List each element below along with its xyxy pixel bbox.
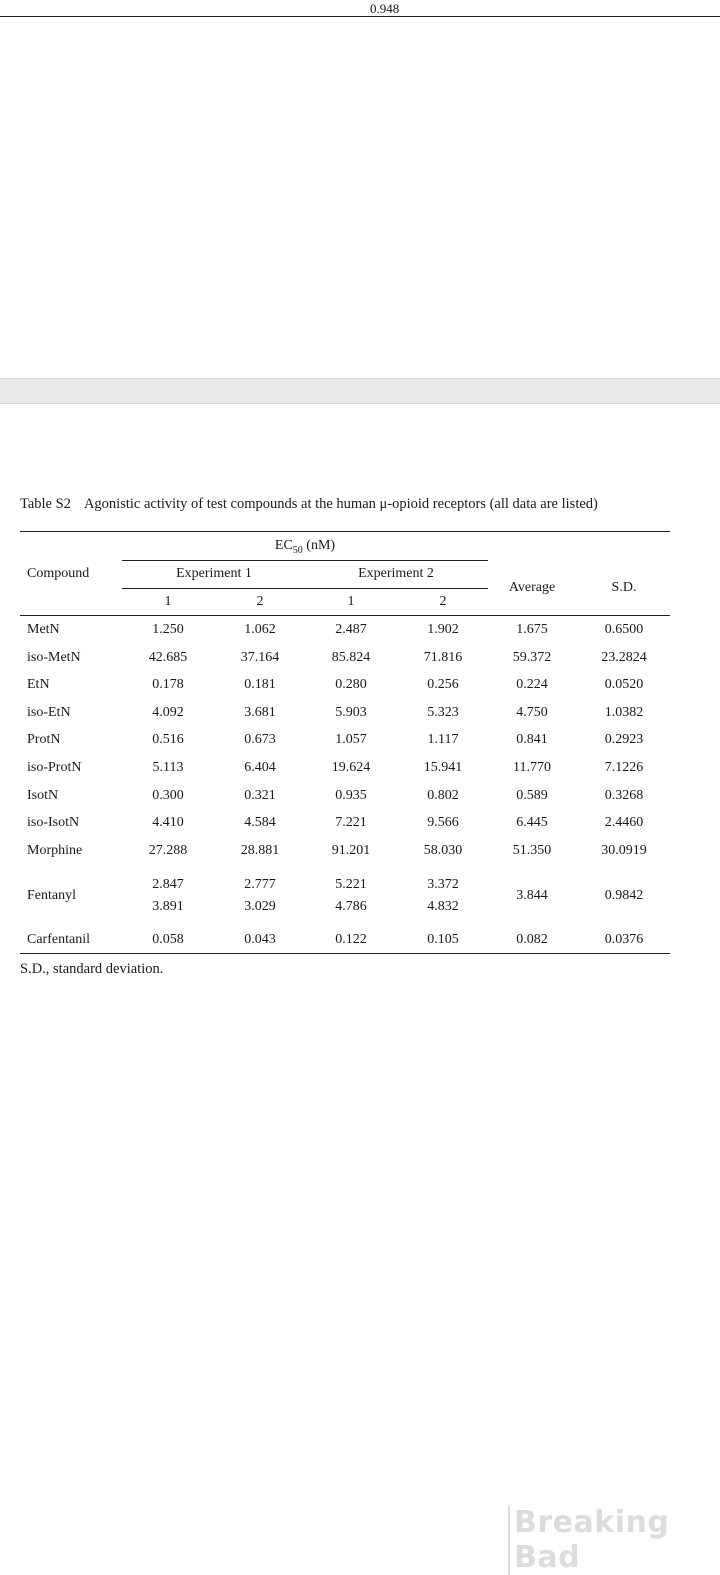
col-e1-run2-header: 2 [256,594,264,609]
col-experiment-1-header: Experiment 1 [176,566,252,581]
cell-sd: 0.0520 [604,677,644,692]
cell-e2-1: 7.221 [335,815,367,830]
table-caption-text: Agonistic activity of test compounds at the human μ-opioid receptors (all data are listed) [83,496,598,512]
col-e2-run1-header: 1 [347,594,355,609]
cell-average: 59.372 [512,650,552,665]
page-separator [0,378,720,404]
cell-e1-2: 3.681 [244,705,276,720]
cell-e2-2: 0.256 [427,677,459,692]
cell-e2-1: 2.487 [335,622,367,637]
cell-sd: 30.0919 [601,843,647,858]
compound-name: MetN [27,622,60,637]
cell-e1-2: 0.321 [244,788,276,803]
ec50-label: EC [274,538,293,553]
experiment-2-underline [305,588,488,589]
cell-e1-1: 27.288 [148,843,188,858]
cell-e2-2: 71.816 [423,650,463,665]
cell-e2-2: 9.566 [427,815,459,830]
cell-e2-1: 85.824 [331,650,371,665]
cell-e2-2: 4.832 [427,899,459,914]
cell-e2-1: 5.221 [335,877,367,892]
cell-average: 1.675 [516,622,548,637]
col-sd-header: S.D. [611,580,637,595]
ec50-unit: (nM) [302,538,336,553]
watermark-logo: Breaking Bad [508,1505,720,1575]
previous-table-bottom-rule [0,16,720,17]
cell-average: 0.841 [516,732,548,747]
cell-e1-2: 1.062 [244,622,276,637]
experiment-1-underline [122,588,305,589]
compound-name: iso-ProtN [27,760,82,775]
cell-average: 6.445 [516,815,548,830]
cell-e1-2: 0.043 [244,932,276,947]
cell-e1-1: 42.685 [148,650,188,665]
cell-sd: 0.0376 [604,932,644,947]
cell-e2-2: 58.030 [423,843,463,858]
cell-e2-2: 5.323 [427,705,459,720]
cell-e1-2: 4.584 [244,815,276,830]
compound-name: IsotN [27,788,59,803]
cell-e2-2: 1.902 [427,622,459,637]
cell-sd: 0.6500 [604,622,644,637]
cell-e2-1: 0.122 [335,932,367,947]
table-top-rule [20,531,670,532]
cell-e1-2: 3.029 [244,899,276,914]
table-caption-label: Table S2 [20,496,71,512]
cell-average: 51.350 [512,843,552,858]
cell-average: 11.770 [513,760,551,775]
compound-name: iso-EtN [27,705,71,720]
cell-average: 0.224 [516,677,548,692]
cell-e2-2: 3.372 [427,877,459,892]
cell-e2-2: 0.802 [427,788,459,803]
cell-e2-1: 0.935 [335,788,367,803]
compound-name: Carfentanil [27,932,90,947]
cell-sd: 0.2923 [604,732,644,747]
cell-e1-1: 0.058 [152,932,184,947]
compound-name: Fentanyl [27,888,76,903]
cell-e1-1: 4.410 [152,815,184,830]
cell-e2-2: 1.117 [427,732,459,747]
compound-name: EtN [27,677,50,692]
cell-e1-1: 5.113 [152,760,184,775]
cell-sd: 1.0382 [604,705,644,720]
cell-average: 4.750 [516,705,548,720]
cell-e1-2: 28.881 [240,843,280,858]
col-e2-run2-header: 2 [439,594,447,609]
cell-e1-1: 0.300 [152,788,184,803]
cell-e1-1: 2.847 [152,877,184,892]
cell-e2-2: 0.105 [427,932,459,947]
header-bottom-rule [20,615,670,616]
cell-sd: 0.3268 [604,788,644,803]
cell-e1-2: 0.673 [244,732,276,747]
cell-e1-1: 0.178 [152,677,184,692]
compound-name: iso-MetN [27,650,81,665]
col-experiment-2-header: Experiment 2 [358,566,434,581]
cell-e2-1: 19.624 [331,760,371,775]
cell-average: 0.082 [516,932,548,947]
cell-sd: 7.1226 [604,760,644,775]
compound-name: iso-IsotN [27,815,80,830]
cell-e2-1: 0.280 [335,677,367,692]
cell-e2-1: 4.786 [335,899,367,914]
col-e1-run1-header: 1 [164,594,172,609]
table-caption [20,496,598,513]
cell-e1-1: 0.516 [152,732,184,747]
compound-name: ProtN [27,732,61,747]
cell-e2-2: 15.941 [423,760,463,775]
cell-e1-1: 4.092 [152,705,184,720]
ec50-header [275,538,335,556]
cell-average: 0.589 [516,788,548,803]
cell-e1-2: 6.404 [244,760,276,775]
col-average-header: Average [508,580,556,595]
previous-page-value: 0.948 [370,1,400,16]
ec50-subscript: 50 [292,544,303,556]
cell-average: 3.844 [516,888,548,903]
cell-e1-2: 0.181 [244,677,276,692]
ec50-underline [122,560,488,561]
cell-e2-1: 5.903 [335,705,367,720]
cell-sd: 2.4460 [604,815,644,830]
table-footnote: S.D., standard deviation. [20,961,164,977]
col-compound-header: Compound [27,566,90,581]
previous-page-fragment [0,0,720,378]
table-bottom-rule [20,953,670,954]
compound-name: Morphine [27,843,83,858]
cell-e1-2: 37.164 [240,650,280,665]
cell-e2-1: 1.057 [335,732,367,747]
cell-e1-2: 2.777 [244,877,276,892]
cell-e1-1: 1.250 [152,622,184,637]
cell-e1-1: 3.891 [152,899,184,914]
cell-sd: 23.2824 [601,650,647,665]
cell-e2-1: 91.201 [331,843,371,858]
cell-sd: 0.9842 [604,888,644,903]
